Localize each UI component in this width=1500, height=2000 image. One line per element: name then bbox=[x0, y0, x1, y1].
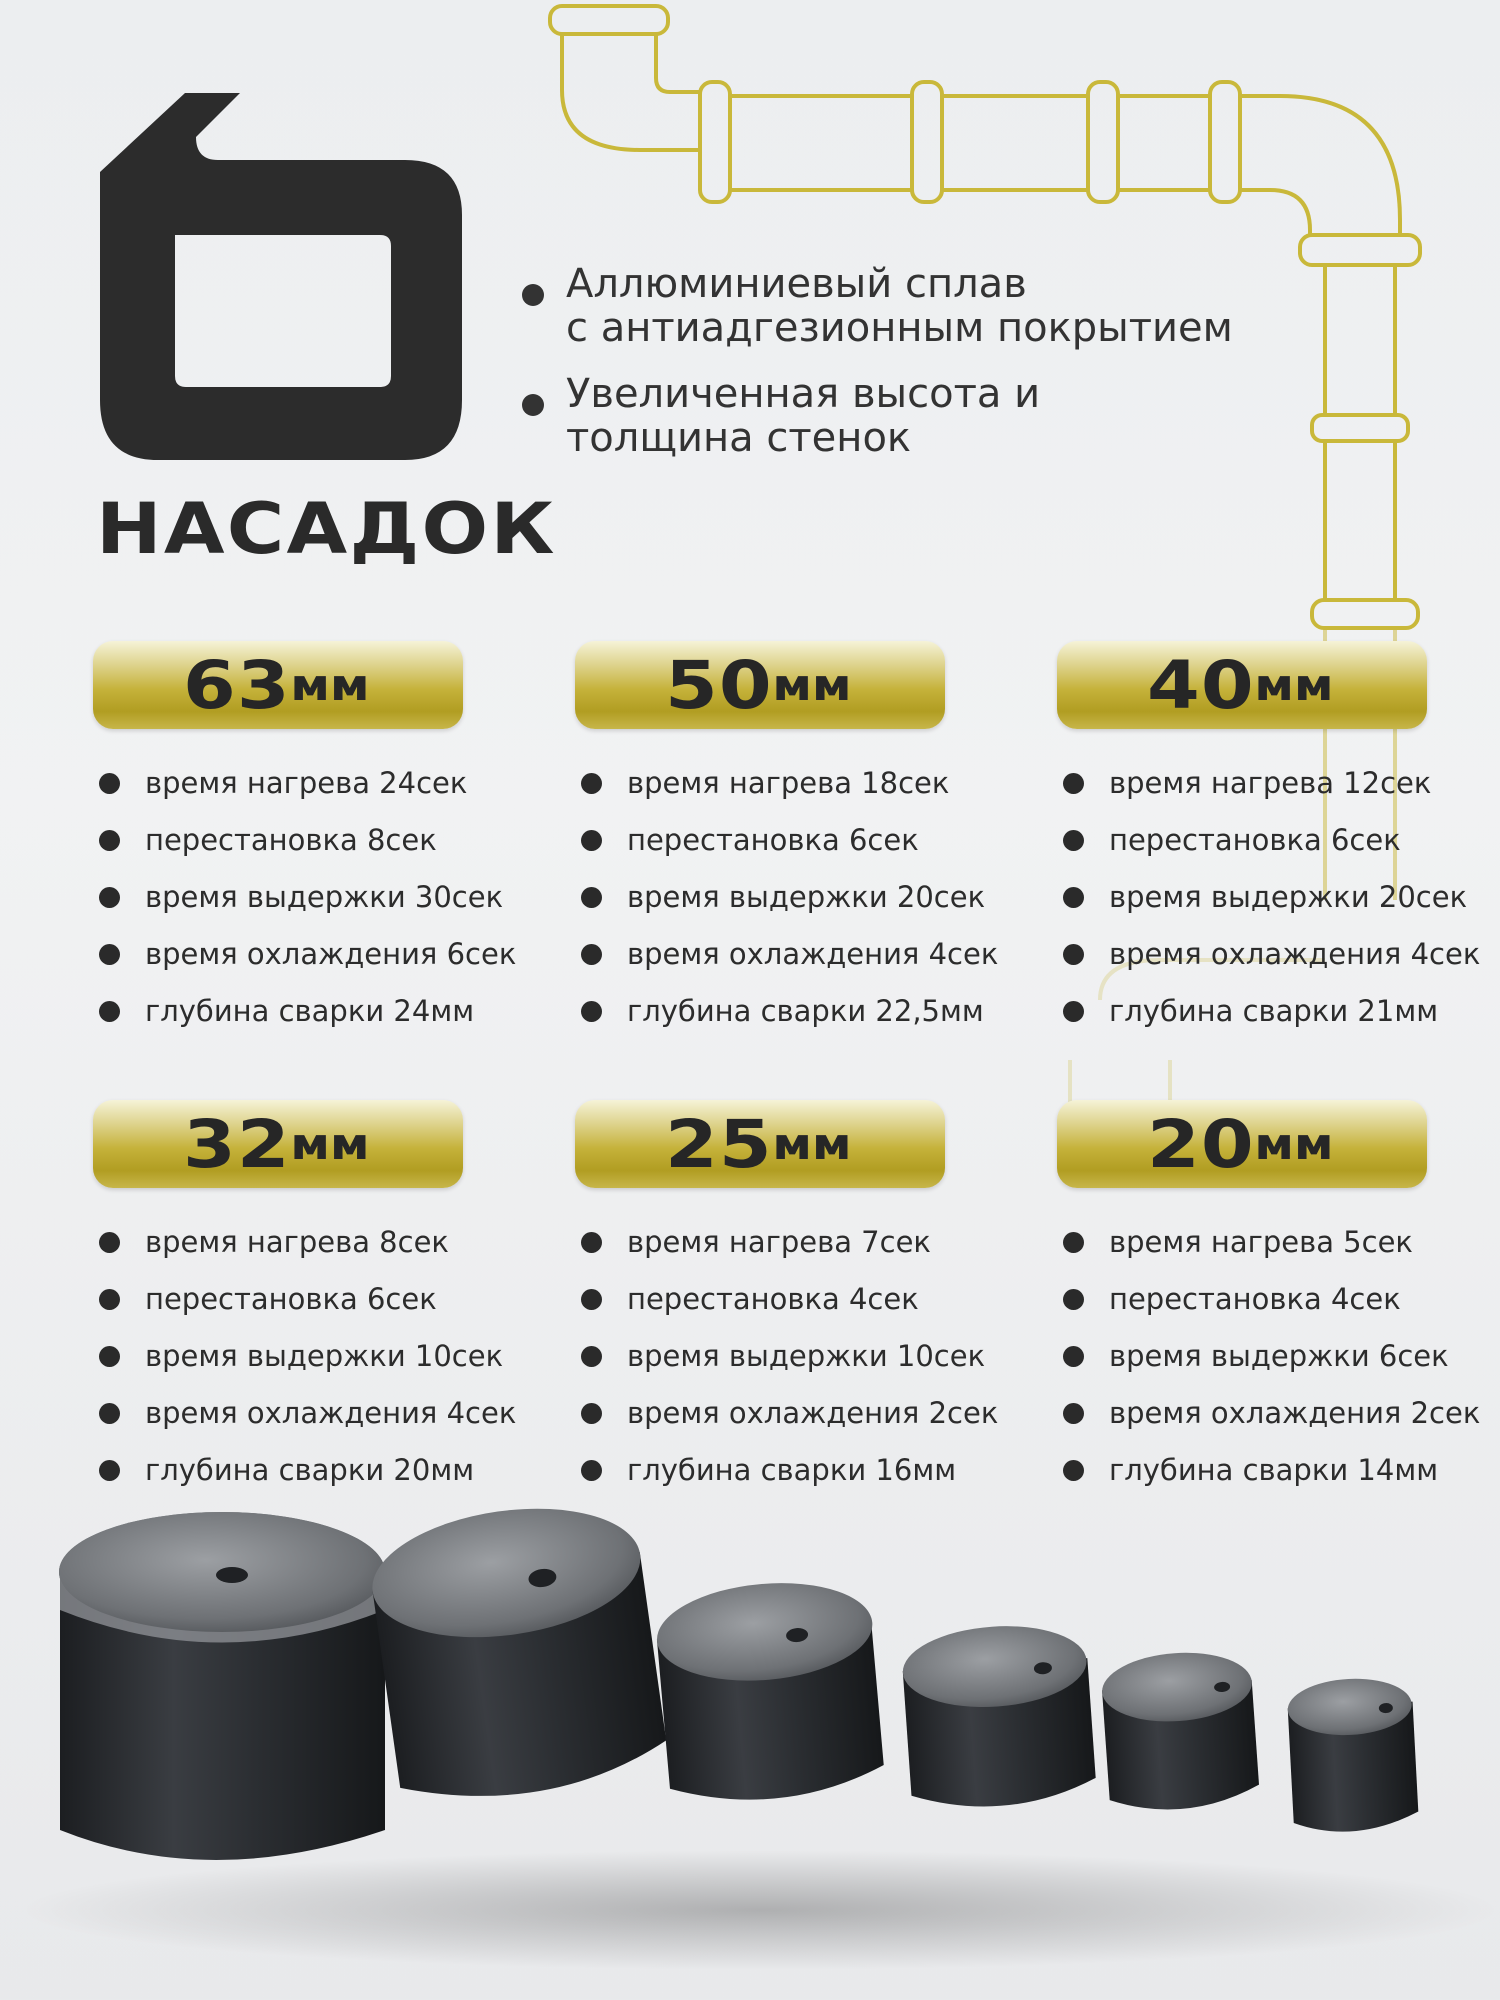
spec-text: время выдержки 30сек bbox=[145, 880, 504, 914]
spec-text: время нагрева 12сек bbox=[1109, 766, 1432, 800]
bullet-icon bbox=[99, 773, 120, 794]
spec-item bbox=[93, 983, 563, 1040]
size-number: 40 bbox=[1147, 646, 1255, 724]
spec-item bbox=[1057, 869, 1500, 926]
spec-item bbox=[93, 755, 563, 812]
spec-item bbox=[1057, 1271, 1500, 1328]
spec-text: перестановка 4сек bbox=[627, 1282, 919, 1316]
bullet-icon bbox=[1063, 1403, 1084, 1424]
number-six-graphic bbox=[0, 0, 520, 480]
welding-nozzles-photo bbox=[0, 1500, 1500, 2000]
spec-item bbox=[575, 983, 1045, 1040]
size-number: 25 bbox=[665, 1105, 773, 1183]
spec-list bbox=[575, 1214, 1045, 1499]
spec-item bbox=[1057, 1214, 1500, 1271]
spec-text: перестановка 4сек bbox=[1109, 1282, 1401, 1316]
spec-item bbox=[1057, 1328, 1500, 1385]
spec-item bbox=[575, 1442, 1045, 1499]
feature-line: Аллюминиевый сплав bbox=[566, 261, 1027, 307]
bullet-icon bbox=[1063, 887, 1084, 908]
size-unit: мм bbox=[290, 1118, 370, 1170]
feature-line: толщина стенок bbox=[566, 415, 912, 461]
spec-text: глубина сварки 20мм bbox=[145, 1453, 475, 1487]
bullet-icon bbox=[1063, 1001, 1084, 1022]
spec-list bbox=[575, 755, 1045, 1040]
bullet-icon bbox=[581, 1001, 602, 1022]
spec-item bbox=[1057, 1385, 1500, 1442]
spec-text: время охлаждения 2сек bbox=[627, 1396, 999, 1430]
spec-item bbox=[575, 1271, 1045, 1328]
spec-text: время выдержки 10сек bbox=[145, 1339, 504, 1373]
spec-item bbox=[575, 869, 1045, 926]
bullet-icon bbox=[99, 1289, 120, 1310]
bullet-icon bbox=[522, 394, 544, 416]
spec-text: время охлаждения 2сек bbox=[1109, 1396, 1481, 1430]
spec-text: время нагрева 8сек bbox=[145, 1225, 449, 1259]
spec-item bbox=[93, 1214, 563, 1271]
size-number: 63 bbox=[183, 646, 291, 724]
spec-item bbox=[575, 812, 1045, 869]
spec-text: время нагрева 5сек bbox=[1109, 1225, 1413, 1259]
spec-item bbox=[93, 812, 563, 869]
bullet-icon bbox=[1063, 1289, 1084, 1310]
spec-item bbox=[575, 1385, 1045, 1442]
spec-list bbox=[1057, 1214, 1500, 1499]
feature-line: с антиадгезионным покрытием bbox=[566, 305, 1233, 351]
spec-text: время охлаждения 6сек bbox=[145, 937, 517, 971]
spec-text: перестановка 6сек bbox=[627, 823, 919, 857]
size-unit: мм bbox=[1254, 1118, 1334, 1170]
size-badge bbox=[1057, 641, 1427, 729]
bullet-icon bbox=[1063, 830, 1084, 851]
spec-item bbox=[575, 1214, 1045, 1271]
bullet-icon bbox=[99, 1001, 120, 1022]
size-badge bbox=[93, 641, 463, 729]
spec-text: глубина сварки 22,5мм bbox=[627, 994, 984, 1028]
bullet-icon bbox=[99, 830, 120, 851]
spec-item bbox=[1057, 1442, 1500, 1499]
spec-text: глубина сварки 24мм bbox=[145, 994, 475, 1028]
spec-item bbox=[93, 869, 563, 926]
spec-text: время нагрева 18сек bbox=[627, 766, 950, 800]
spec-text: время выдержки 10сек bbox=[627, 1339, 986, 1373]
size-unit: мм bbox=[772, 1118, 852, 1170]
feature-line: Увеличенная высота и bbox=[566, 371, 1041, 417]
spec-text: перестановка 6сек bbox=[145, 1282, 437, 1316]
bullet-icon bbox=[99, 887, 120, 908]
spec-text: время охлаждения 4сек bbox=[145, 1396, 517, 1430]
bullet-icon bbox=[581, 1232, 602, 1253]
spec-list bbox=[93, 1214, 563, 1499]
size-badge bbox=[575, 1100, 945, 1188]
bullet-icon bbox=[1063, 944, 1084, 965]
bullet-icon bbox=[1063, 1460, 1084, 1481]
spec-text: глубина сварки 21мм bbox=[1109, 994, 1439, 1028]
feature-list bbox=[520, 262, 1320, 482]
bullet-icon bbox=[99, 944, 120, 965]
spec-text: перестановка 6сек bbox=[1109, 823, 1401, 857]
size-badge bbox=[93, 1100, 463, 1188]
spec-item bbox=[575, 755, 1045, 812]
spec-item bbox=[93, 1271, 563, 1328]
spec-text: время выдержки 20сек bbox=[1109, 880, 1468, 914]
bullet-icon bbox=[1063, 773, 1084, 794]
bullet-icon bbox=[581, 1289, 602, 1310]
size-unit: мм bbox=[290, 659, 370, 711]
spec-item bbox=[93, 1385, 563, 1442]
size-number: 20 bbox=[1147, 1105, 1255, 1183]
spec-item bbox=[93, 926, 563, 983]
spec-item bbox=[1057, 926, 1500, 983]
spec-block-63 bbox=[93, 641, 563, 1040]
spec-block-40 bbox=[1057, 641, 1500, 1040]
feature-item bbox=[520, 262, 1320, 350]
hero-title-word: НАСАДОК bbox=[96, 488, 557, 570]
bullet-icon bbox=[99, 1232, 120, 1253]
bullet-icon bbox=[581, 1346, 602, 1367]
size-unit: мм bbox=[1254, 659, 1334, 711]
size-badge bbox=[1057, 1100, 1427, 1188]
spec-text: глубина сварки 14мм bbox=[1109, 1453, 1439, 1487]
bullet-icon bbox=[1063, 1346, 1084, 1367]
spec-text: глубина сварки 16мм bbox=[627, 1453, 957, 1487]
bullet-icon bbox=[581, 887, 602, 908]
spec-item bbox=[575, 926, 1045, 983]
spec-text: время выдержки 20сек bbox=[627, 880, 986, 914]
spec-text: время нагрева 24сек bbox=[145, 766, 468, 800]
bullet-icon bbox=[99, 1403, 120, 1424]
spec-item bbox=[93, 1442, 563, 1499]
spec-block-25 bbox=[575, 1100, 1045, 1499]
spec-list bbox=[1057, 755, 1500, 1040]
bullet-icon bbox=[99, 1460, 120, 1481]
bullet-icon bbox=[581, 1460, 602, 1481]
spec-text: время нагрева 7сек bbox=[627, 1225, 931, 1259]
spec-text: перестановка 8сек bbox=[145, 823, 437, 857]
feature-item bbox=[520, 372, 1320, 460]
bullet-icon bbox=[581, 773, 602, 794]
spec-item bbox=[1057, 755, 1500, 812]
size-number: 50 bbox=[665, 646, 773, 724]
size-unit: мм bbox=[772, 659, 852, 711]
spec-item bbox=[1057, 812, 1500, 869]
spec-block-32 bbox=[93, 1100, 563, 1499]
bullet-icon bbox=[99, 1346, 120, 1367]
spec-item bbox=[575, 1328, 1045, 1385]
bullet-icon bbox=[522, 284, 544, 306]
spec-text: время охлаждения 4сек bbox=[627, 937, 999, 971]
bullet-icon bbox=[581, 830, 602, 851]
spec-list bbox=[93, 755, 563, 1040]
spec-block-50 bbox=[575, 641, 1045, 1040]
spec-block-20 bbox=[1057, 1100, 1500, 1499]
spec-item bbox=[93, 1328, 563, 1385]
spec-text: время охлаждения 4сек bbox=[1109, 937, 1481, 971]
bullet-icon bbox=[581, 944, 602, 965]
bullet-icon bbox=[581, 1403, 602, 1424]
bullet-icon bbox=[1063, 1232, 1084, 1253]
spec-item bbox=[1057, 983, 1500, 1040]
size-badge bbox=[575, 641, 945, 729]
spec-text: время выдержки 6сек bbox=[1109, 1339, 1449, 1373]
size-number: 32 bbox=[183, 1105, 291, 1183]
